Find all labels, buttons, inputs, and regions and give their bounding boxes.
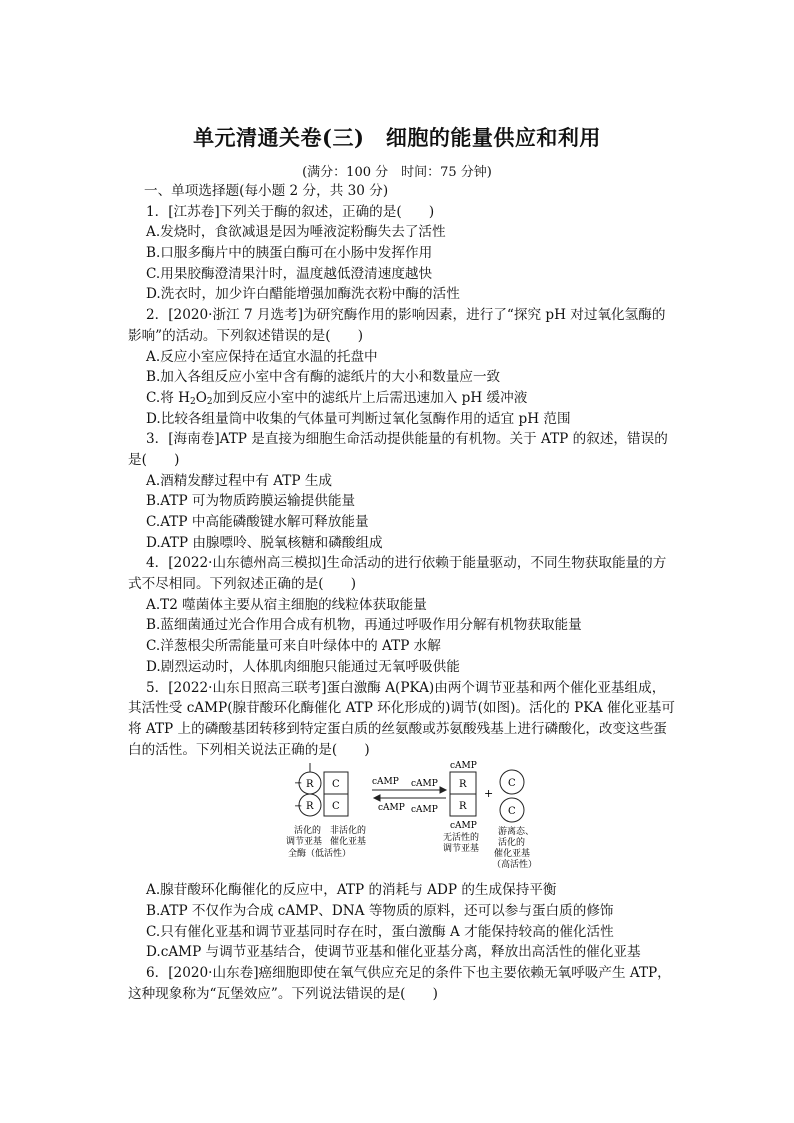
page-title: 单元清通关卷(三) 细胞的能量供应和利用 — [193, 125, 601, 150]
r-label: R — [306, 779, 314, 791]
label-free-cat: 活化的 — [498, 838, 526, 849]
camp-label: cAMP — [411, 805, 438, 816]
label-inactive-reg: 无活性的 — [443, 833, 480, 844]
question-5-stem-cont-3: 白的活性。下列相关说法正确的是( ) — [128, 741, 370, 758]
minus-sign: − — [294, 801, 303, 813]
question-4-option-c: C.洋葱根尖所需能量可来自叶绿体中的 ATP 水解 — [146, 638, 441, 655]
reverse-arrow-head — [374, 795, 380, 801]
r-label: R — [306, 801, 314, 813]
question-5-stem-cont-1: 其活性受 cAMP(腺苷酸环化酶催化 ATP 环化形成的)调节(如图)。活化的 PKA 催化亚基可 — [128, 700, 675, 717]
label-inactive-cat: 催化亚基 — [330, 837, 367, 848]
label-active-reg: 活化的 — [294, 826, 322, 837]
question-2-option-c — [146, 388, 678, 409]
option-c-prefix: C.将 H — [146, 389, 191, 406]
question-3-stem: 3．[海南卷]ATP 是直接为细胞生命活动提供能量的有机物。关于 ATP 的叙述，错误的 — [146, 431, 668, 448]
camp-label: cAMP — [450, 821, 477, 832]
label-free-cat: （高活性） — [492, 860, 538, 871]
label-holoenzyme: 全酶（低活性） — [288, 849, 352, 860]
label-free-cat: 游离态、 — [498, 827, 535, 838]
option-c-rest: 加到反应小室中的滤纸片上后需迅速加入 pH 缓冲液 — [212, 389, 528, 406]
question-2-stem: 2．[2020·浙江 7 月选考]为研究酶作用的影响因素，进行了“探究 pH 对过氧化氢酶的 — [146, 307, 666, 324]
plus-sign: + — [484, 787, 494, 801]
question-1-option-d: D.洗衣时，加少许白醋能增强加酶洗衣粉中酶的活性 — [146, 286, 460, 303]
exam-info: (满分：100 分 时间：75 分钟) — [302, 165, 492, 180]
c-label: C — [508, 806, 516, 818]
question-5-option-a: A.腺苷酸环化酶催化的反应中，ATP 的消耗与 ADP 的生成保持平衡 — [146, 882, 557, 899]
minus-sign: − — [294, 778, 303, 790]
question-2-stem-cont: 影响”的活动。下列叙述错误的是( ) — [128, 327, 364, 344]
r-label: R — [459, 779, 467, 791]
question-5-option-c: C.只有催化亚基和调节亚基同时存在时，蛋白激酶 A 才能保持较高的催化活性 — [146, 923, 614, 940]
camp-label: cAMP — [372, 777, 399, 788]
label-free-cat: 催化亚基 — [494, 849, 531, 860]
question-5-option-d: D.cAMP 与调节亚基结合，使调节亚基和催化亚基分离，释放出高活性的催化亚基 — [146, 944, 641, 961]
question-2-option-b: B.加入各组反应小室中含有酶的滤纸片的大小和数量应一致 — [146, 369, 501, 386]
subscript: 2 — [206, 396, 213, 407]
forward-arrow-head — [440, 787, 446, 793]
pka-diagram — [146, 760, 678, 880]
label-active-reg: 调节亚基 — [286, 837, 323, 848]
question-4-option-b: B.蓝细菌通过光合作用合成有机物，再通过呼吸作用分解有机物获取能量 — [146, 617, 582, 634]
question-4-option-d: D.剧烈运动时，人体肌肉细胞只能通过无氧呼吸供能 — [146, 658, 460, 675]
r-label: R — [459, 801, 467, 813]
option-c-o: O — [195, 389, 207, 406]
camp-label: cAMP — [378, 803, 405, 814]
subscript: 2 — [190, 396, 196, 407]
question-3-option-b: B.ATP 可为物质跨膜运输提供能量 — [146, 493, 356, 510]
label-inactive-reg: 调节亚基 — [443, 844, 480, 855]
question-2-option-d: D.比较各组量筒中收集的气体量可判断过氧化氢酶作用的适宜 pH 范围 — [146, 410, 571, 427]
camp-label: cAMP — [450, 761, 477, 772]
question-5-stem: 5．[2022·山东日照高三联考]蛋白激酶 A(PKA)由两个调节亚基和两个催化亚基组成， — [146, 679, 666, 696]
question-5-stem-cont-2: 将 ATP 上的磷酸基团转移到特定蛋白质的丝氨酸或苏氨酸残基上进行磷酸化，改变这些蛋 — [128, 720, 667, 737]
question-1-option-a: A.发烧时，食欲减退是因为唾液淀粉酶失去了活性 — [146, 224, 446, 241]
reaction-arrows — [372, 787, 446, 801]
question-2-option-a: A.反应小室应保持在适宜水温的托盘中 — [146, 348, 378, 365]
question-6-stem-cont: 这种现象称为“瓦堡效应”。下列说法错误的是( ) — [128, 985, 438, 1002]
question-4-option-a: A.T2 噬菌体主要从宿主细胞的线粒体获取能量 — [146, 596, 427, 613]
camp-label: cAMP — [411, 779, 438, 790]
c-label: C — [332, 779, 340, 791]
question-3-stem-cont: 是( ) — [128, 451, 180, 468]
pka-activation-figure — [280, 760, 540, 880]
question-3-option-d: D.ATP 由腺嘌呤、脱氧核糖和磷酸组成 — [146, 534, 383, 551]
section-heading: 一、单项选择题(每小题 2 分，共 30 分) — [144, 183, 389, 199]
question-3-option-a: A.酒精发酵过程中有 ATP 生成 — [146, 472, 333, 489]
question-list — [128, 181, 678, 1004]
question-4-stem: 4．[2022·山东德州高三模拟]生命活动的进行依赖于能量驱动，不同生物获取能量的方 — [146, 555, 667, 572]
c-label: C — [332, 801, 340, 813]
question-1-stem: 1．[江苏卷]下列关于酶的叙述，正确的是( ) — [146, 203, 435, 220]
c-label: C — [508, 778, 516, 790]
question-1-option-c: C.用果胶酶澄清果汁时，温度越低澄清速度越快 — [146, 265, 433, 282]
question-4-stem-cont: 式不尽相同。下列叙述正确的是( ) — [128, 576, 357, 593]
question-1-option-b: B.口服多酶片中的胰蛋白酶可在小肠中发挥作用 — [146, 245, 433, 262]
label-inactive-cat: 非活化的 — [330, 826, 367, 837]
question-3-option-c: C.ATP 中高能磷酸键水解可释放能量 — [146, 514, 369, 530]
question-6-stem: 6．[2020·山东卷]癌细胞即使在氧气供应充足的条件下也主要依赖无氧呼吸产生 ATP， — [146, 965, 671, 981]
question-5-option-b: B.ATP 不仅作为合成 cAMP、DNA 等物质的原料，还可以参与蛋白质的修饰 — [146, 902, 614, 919]
